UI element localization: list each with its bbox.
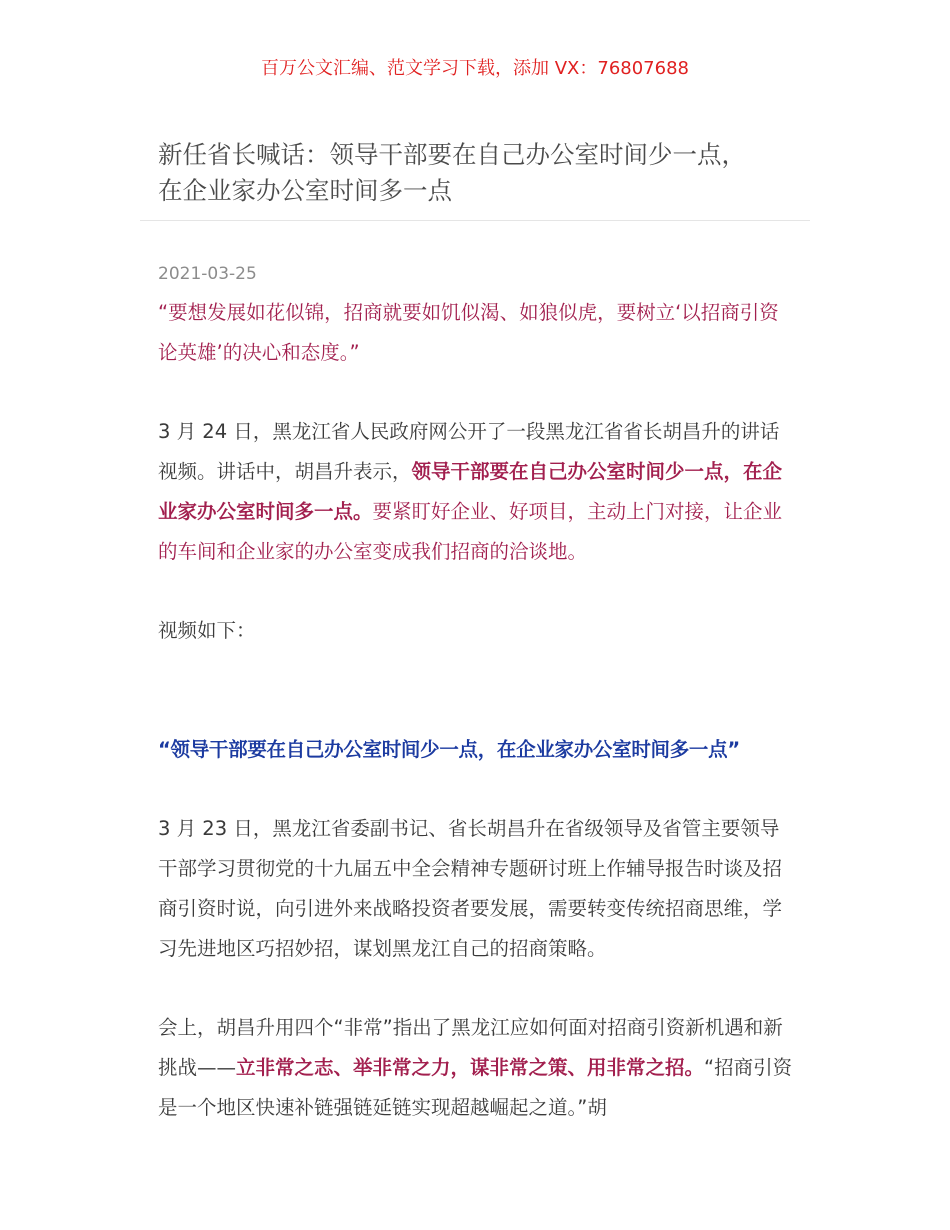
title-line-1: 新任省长喊话：领导干部要在自己办公室时间少一点，: [158, 140, 746, 169]
paragraph-4-tail: “招商引资是一个地区快速补链强链延链实现超越崛起之道。”胡: [158, 1056, 793, 1119]
article-body: [158, 293, 794, 1167]
paragraph-3: 3 月 23 日，黑龙江省委副书记、省长胡昌升在省级领导及省管主要领导干部学习贯彻党的十九届五中全会精神专题研讨班上作辅导报告时谈及招商引资时说，向引进外来战略投资者要发展，需要转变传统招商思维，学习先进地区巧招妙招，谋划黑龙江自己的招商策略。: [158, 817, 783, 960]
paragraph-4-highlight: 立非常之志、举非常之力，谋非常之策、用非常之招。: [236, 1056, 705, 1079]
paragraph-1-intro: 3 月 24 日，黑龙江省人民政府网公开了一段黑龙江省省长胡昌升的讲话视频。讲话中，胡昌升表示，: [158, 420, 780, 483]
paragraph-1-highlight: 领导干部要在自己办公室时间少一点，在企业家办公室时间多一点。: [158, 460, 783, 523]
paragraph-1: [158, 412, 794, 572]
paragraph-1-tail: 要紧盯好企业、好项目，主动上门对接，让企业的车间和企业家的办公室变成我们招商的洽谈地。: [158, 500, 783, 563]
ad-banner: 百万公文汇编、范文学习下载，添加 VX：76807688: [261, 58, 689, 79]
section-subheading: “领导干部要在自己办公室时间少一点，在企业家办公室时间多一点”: [158, 738, 740, 761]
paragraph-4-intro: 会上，胡昌升用四个“非常”指出了黑龙江应如何面对招商引资新机遇和新挑战——: [158, 1016, 783, 1079]
article-title: [158, 137, 798, 209]
paragraph-2: 视频如下：: [158, 619, 256, 642]
lead-quote: “要想发展如花似锦，招商就要如饥似渴、如狼似虎，要树立‘以招商引资论英雄’的决心和态度。”: [158, 301, 779, 364]
title-divider: [140, 220, 810, 221]
publish-date: 2021-03-25: [158, 264, 257, 284]
title-line-2: 在企业家办公室时间多一点: [158, 176, 452, 205]
paragraph-4: [158, 1008, 794, 1128]
